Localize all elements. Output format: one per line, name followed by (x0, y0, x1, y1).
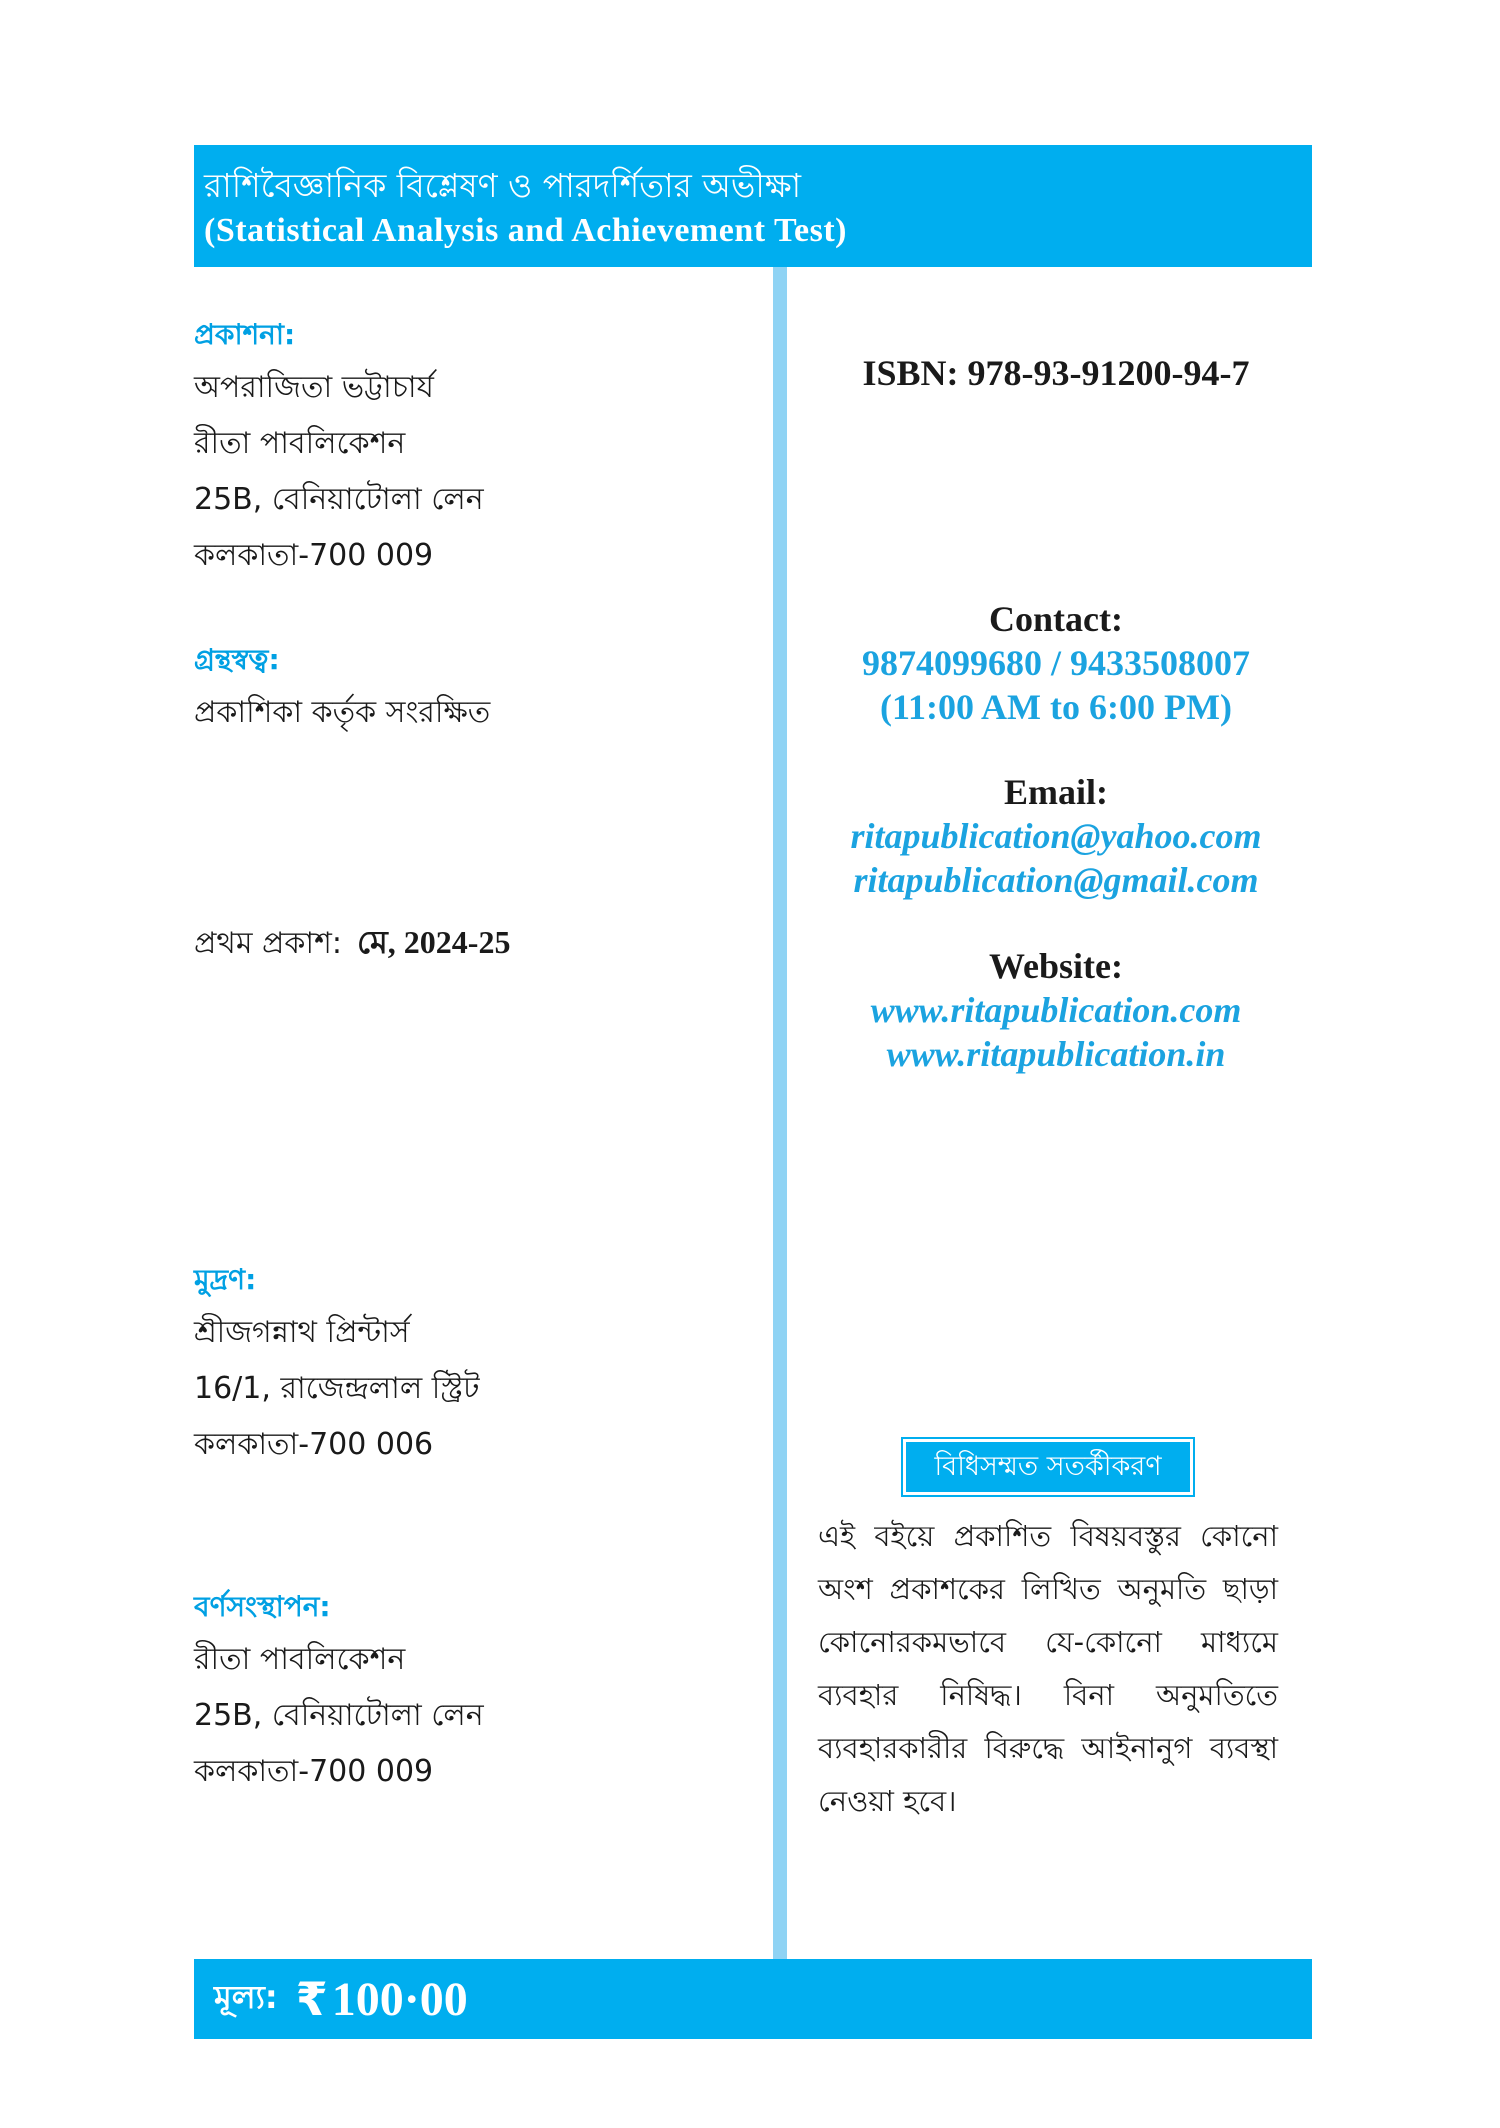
printer-section (194, 1255, 479, 1473)
first-edition-value: মে, 2024-25 (357, 924, 511, 960)
website-link[interactable]: www.ritapublication.in (886, 1034, 1226, 1074)
contact-phones: 9874099680 / 9433508007 (861, 643, 1250, 683)
contact-section (800, 597, 1312, 729)
publisher-label: প্রকাশনা: (194, 318, 296, 351)
website-label: Website: (989, 946, 1123, 986)
email-label: Email: (1004, 772, 1108, 812)
copyright-section (194, 635, 490, 741)
typesetting-line: 25B, বেনিয়াটোলা লেন (194, 1698, 484, 1733)
email-section (800, 770, 1312, 902)
website-link[interactable]: www.ritapublication.com (870, 990, 1242, 1030)
printer-label: মুদ্রণ: (194, 1263, 257, 1296)
copyright-text: প্রকাশিকা কর্তৃক সংরক্ষিত (194, 695, 491, 730)
contact-label: Contact: (989, 599, 1123, 639)
email-link[interactable]: ritapublication@yahoo.com (850, 816, 1262, 856)
typesetting-section (194, 1582, 484, 1800)
typesetting-label: বর্ণসংস্থাপন: (194, 1590, 331, 1623)
title-banner (194, 145, 1312, 267)
first-edition-label: প্রথম প্রকাশ: (194, 926, 342, 961)
book-title-english: (Statistical Analysis and Achievement Test) (204, 212, 847, 249)
printer-line: কলকাতা-700 006 (194, 1427, 434, 1462)
legal-notice-body: এই বইয়ে প্রকাশিত বিষয়বস্তুর কোনো অংশ প্রকাশকের লিখিত অনুমতি ছাড়া কোনোরকমভাবে যে-কোনো মাধ্যমে ব্যবহার নিষিদ্ধ। বিনা অনুমতিতে ব্যবহারকারীর বিরুদ্ধে আইনানুগ ব্যবস্থা নেওয়া হবে। (818, 1519, 1278, 1818)
typesetting-line: কলকাতা-700 009 (194, 1754, 434, 1789)
printer-line: শ্রীজগন্নাথ প্রিন্টার্স (194, 1315, 410, 1350)
publisher-line: অপরাজিতা ভট্টাচার্য (194, 370, 434, 405)
book-title-bengali: রাশিবৈজ্ঞানিক বিশ্লেষণ ও পারদর্শিতার অভীক্ষা (204, 166, 802, 205)
rupee-icon: ₹ (295, 1972, 328, 2026)
first-edition-section (194, 917, 510, 971)
vertical-divider (773, 267, 787, 1959)
email-link[interactable]: ritapublication@gmail.com (853, 860, 1259, 900)
publisher-line: কলকাতা-700 009 (194, 538, 434, 573)
contact-hours: (11:00 AM to 6:00 PM) (880, 687, 1232, 727)
price-label: মূল্য: (214, 1978, 278, 2016)
price-banner (194, 1959, 1312, 2039)
copyright-label: গ্রন্থস্বত্ব: (194, 643, 280, 676)
printer-line: 16/1, রাজেন্দ্রলাল স্ট্রিট (194, 1371, 480, 1406)
legal-notice-title: বিধিসম্মত সতর্কীকরণ (903, 1439, 1193, 1495)
publisher-section (194, 310, 484, 584)
publisher-line: 25B, বেনিয়াটোলা লেন (194, 482, 484, 517)
typesetting-line: রীতা পাবলিকেশন (194, 1642, 406, 1677)
website-section (800, 944, 1312, 1076)
publisher-line: রীতা পাবলিকেশন (194, 426, 406, 461)
isbn: ISBN: 978-93-91200-94-7 (862, 353, 1250, 393)
price-amount: 100·00 (331, 1972, 468, 2026)
